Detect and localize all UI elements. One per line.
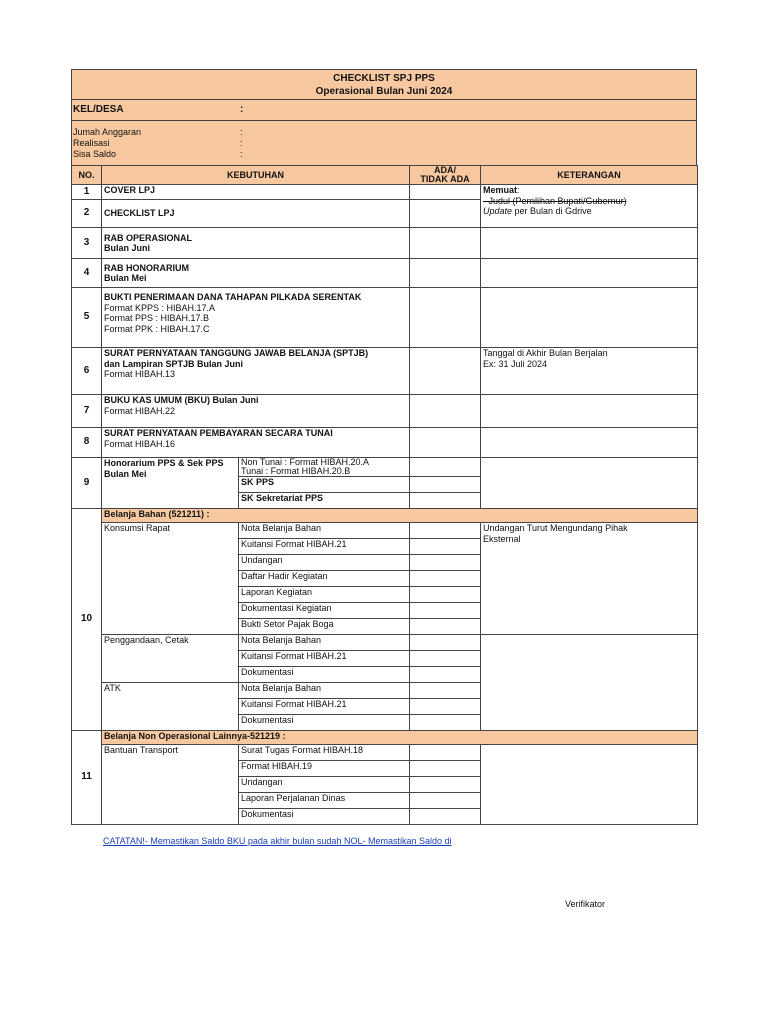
ket-memuat-colon: : xyxy=(517,185,520,195)
row-4-no: 4 xyxy=(72,259,102,288)
row-10-ada[interactable] xyxy=(410,715,481,731)
row-10-group-1: Konsumsi Rapat xyxy=(102,523,239,635)
title-line-1: CHECKLIST SPJ PPS xyxy=(333,73,435,84)
row-10-ket-2: Eksternal xyxy=(483,533,521,544)
row-10-ada[interactable] xyxy=(410,683,481,699)
row-3-title-2: Bulan Juni xyxy=(104,243,151,253)
row-10-ada[interactable] xyxy=(410,651,481,667)
budget-sisa-saldo-label: Sisa Saldo xyxy=(73,149,117,159)
row-10-keterangan-2 xyxy=(481,635,698,731)
ket-memuat: Memuat xyxy=(483,185,518,195)
row-6-content xyxy=(102,348,410,395)
table-row xyxy=(72,228,698,259)
budget-block xyxy=(72,121,696,165)
list-item: Daftar Hadir Kegiatan xyxy=(239,571,410,587)
row-7-keterangan xyxy=(481,395,698,428)
sheet-header xyxy=(71,69,697,165)
list-item: Nota Belanja Bahan xyxy=(239,635,410,651)
row-10-ada[interactable] xyxy=(410,539,481,555)
list-item: Laporan Perjalanan Dinas xyxy=(239,793,410,809)
row-2-ada-cell[interactable] xyxy=(410,200,481,228)
row-2-no: 2 xyxy=(72,200,102,228)
table-row xyxy=(72,428,698,458)
col-header-keterangan: KETERANGAN xyxy=(481,166,698,185)
row-11-ada[interactable] xyxy=(410,809,481,825)
row-9-title xyxy=(102,458,239,509)
budget-anggaran-label: Jumah Anggaran xyxy=(73,127,142,137)
row-9-keterangan xyxy=(481,458,698,509)
list-item: Nota Belanja Bahan xyxy=(239,523,410,539)
row-7-title: BUKU KAS UMUM (BKU) Bulan Juni xyxy=(104,395,259,405)
row-1-no: 1 xyxy=(72,185,102,200)
list-item: Dokumentasi Kegiatan xyxy=(239,603,410,619)
ket-update: Update xyxy=(483,206,513,216)
row-6-title-2: dan Lampiran SPTJB Bulan Juni xyxy=(104,358,244,369)
row-10-group-3: ATK xyxy=(102,683,239,731)
row-9-no: 9 xyxy=(72,458,102,509)
row-6-keterangan xyxy=(481,348,698,395)
row-1-ada-cell[interactable] xyxy=(410,185,481,200)
row-1-title: COVER LPJ xyxy=(102,185,410,200)
row-11-ada[interactable] xyxy=(410,745,481,761)
col-header-ada xyxy=(410,166,481,185)
row-9-sub-3: SK Sekretariat PPS xyxy=(239,493,410,509)
row-6-no: 6 xyxy=(72,348,102,395)
row-4-ada-cell[interactable] xyxy=(410,259,481,288)
row-10-ada[interactable] xyxy=(410,699,481,715)
row-5-content xyxy=(102,288,410,348)
row-11-ada[interactable] xyxy=(410,761,481,777)
row-10-keterangan-1 xyxy=(481,523,698,635)
row-8-keterangan xyxy=(481,428,698,458)
budget-anggaran-colon: : xyxy=(240,127,243,137)
row-9-sub-2: SK PPS xyxy=(239,477,410,493)
list-item: Surat Tugas Format HIBAH.18 xyxy=(239,745,410,761)
table-row xyxy=(72,745,698,761)
kel-desa-label: KEL/DESA xyxy=(73,104,124,115)
col-header-ada-line1: ADA/ xyxy=(434,165,456,175)
row-9-sub-1 xyxy=(239,458,410,477)
row-1-2-keterangan xyxy=(481,185,698,228)
col-header-kebutuhan: KEBUTUHAN xyxy=(102,166,410,185)
ket-judul: - Judul (Pemilihan Bupati/Gubernur) xyxy=(483,195,627,206)
row-7-content xyxy=(102,395,410,428)
list-item: Undangan xyxy=(239,555,410,571)
row-2-title: CHECKLIST LPJ xyxy=(102,200,410,228)
row-11-ada[interactable] xyxy=(410,793,481,809)
table-row xyxy=(72,509,698,523)
checklist-sheet xyxy=(71,69,697,825)
table-row xyxy=(72,635,698,651)
row-6-ket-2: Ex: 31 Juli 2024 xyxy=(483,358,548,369)
row-6-ket-1: Tanggal di Akhir Bulan Berjalan xyxy=(483,348,608,358)
row-6-title-1: SURAT PERNYATAAN TANGGUNG JAWAB BELANJA (SPTJB) xyxy=(104,348,369,358)
row-5-no: 5 xyxy=(72,288,102,348)
row-8-content xyxy=(102,428,410,458)
row-10-group-2: Penggandaan, Cetak xyxy=(102,635,239,683)
row-11-section: Belanja Non Operasional Lainnya-521219 : xyxy=(102,731,698,745)
row-11-ada[interactable] xyxy=(410,777,481,793)
table-row xyxy=(72,348,698,395)
catatan-link[interactable]: CATATAN!- Memastikan Saldo BKU pada akhir bulan sudah NOL- Memastikan Saldo di xyxy=(103,836,452,846)
sheet-title xyxy=(72,70,696,100)
list-item: Kuitansi Format HIBAH.21 xyxy=(239,539,410,555)
col-header-no: NO. xyxy=(72,166,102,185)
row-10-ada[interactable] xyxy=(410,635,481,651)
row-10-ada[interactable] xyxy=(410,603,481,619)
row-8-title: SURAT PERNYATAAN PEMBAYARAN SECARA TUNAI xyxy=(104,428,333,438)
row-8-no: 8 xyxy=(72,428,102,458)
table-header-row xyxy=(72,166,698,185)
row-10-section: Belanja Bahan (521211) : xyxy=(102,509,698,523)
table-row xyxy=(72,458,698,477)
row-11-group: Bantuan Transport xyxy=(102,745,239,825)
checklist-table xyxy=(71,165,698,825)
row-10-ada[interactable] xyxy=(410,523,481,539)
row-9-ada-3[interactable] xyxy=(410,493,481,509)
row-9-sub-1a: Non Tunai : Format HIBAH.20.A xyxy=(241,457,370,467)
list-item: Kuitansi Format HIBAH.21 xyxy=(239,699,410,715)
row-5-title: BUKTI PENERIMAAN DANA TAHAPAN PILKADA SERENTAK xyxy=(104,292,362,302)
row-10-ada[interactable] xyxy=(410,667,481,683)
row-5-sub-3: Format PPK : HIBAH.17.C xyxy=(104,323,210,334)
list-item: Laporan Kegiatan xyxy=(239,587,410,603)
row-9-sub-1b: Tunai : Format HIBAH.20.B xyxy=(241,466,351,476)
row-7-sub: Format HIBAH.22 xyxy=(104,405,176,416)
list-item: Dokumentasi xyxy=(239,715,410,731)
row-5-sub-1: Format KPPS : HIBAH.17.A xyxy=(104,302,216,313)
row-3-title xyxy=(102,228,410,259)
list-item: Dokumentasi xyxy=(239,667,410,683)
row-4-title-2: Bulan Mei xyxy=(104,273,147,283)
row-10-ada[interactable] xyxy=(410,587,481,603)
list-item: Format HIBAH.19 xyxy=(239,761,410,777)
table-row xyxy=(72,259,698,288)
row-4-keterangan xyxy=(481,259,698,288)
row-7-no: 7 xyxy=(72,395,102,428)
row-3-ada-cell[interactable] xyxy=(410,228,481,259)
row-10-ada[interactable] xyxy=(410,619,481,635)
row-7-ada-cell[interactable] xyxy=(410,395,481,428)
list-item: Bukti Setor Pajak Boga xyxy=(239,619,410,635)
col-header-ada-line2: TIDAK ADA xyxy=(420,174,470,184)
table-row xyxy=(72,731,698,745)
row-9-ada-1[interactable] xyxy=(410,458,481,477)
row-5-keterangan xyxy=(481,288,698,348)
row-4-title-1: RAB HONORARIUM xyxy=(104,262,189,273)
row-3-keterangan xyxy=(481,228,698,259)
row-10-ada[interactable] xyxy=(410,555,481,571)
row-8-sub: Format HIBAH.16 xyxy=(104,438,176,449)
row-8-ada-cell[interactable] xyxy=(410,428,481,458)
ket-update-rest: per Bulan di Gdrive xyxy=(512,206,592,216)
kel-desa-colon: : xyxy=(240,104,244,115)
row-4-title xyxy=(102,259,410,288)
row-11-keterangan xyxy=(481,745,698,825)
list-item: Kuitansi Format HIBAH.21 xyxy=(239,651,410,667)
list-item: Dokumentasi xyxy=(239,809,410,825)
row-9-ada-2[interactable] xyxy=(410,477,481,493)
row-10-ada[interactable] xyxy=(410,571,481,587)
row-10-no: 10 xyxy=(72,509,102,731)
verifikator-label: Verifikator xyxy=(565,899,606,909)
table-row xyxy=(72,185,698,200)
row-11-no: 11 xyxy=(72,731,102,825)
kel-desa-row xyxy=(72,100,696,121)
table-row xyxy=(72,523,698,539)
row-5-sub-2: Format PPS : HIBAH.17.B xyxy=(104,313,210,323)
table-row xyxy=(72,288,698,348)
row-9-title-2: Bulan Mei xyxy=(104,468,147,479)
list-item: Nota Belanja Bahan xyxy=(239,683,410,699)
row-9-title-1: Honorarium PPS & Sek PPS xyxy=(104,458,224,468)
title-line-2: Operasional Bulan Juni 2024 xyxy=(315,86,453,97)
row-5-ada-cell[interactable] xyxy=(410,288,481,348)
budget-realisasi-colon: : xyxy=(240,138,243,148)
table-row xyxy=(72,395,698,428)
row-3-no: 3 xyxy=(72,228,102,259)
budget-sisa-saldo-colon: : xyxy=(240,149,243,159)
row-3-title-1: RAB OPERASIONAL xyxy=(104,232,193,243)
budget-realisasi-label: Realisasi xyxy=(73,138,110,148)
row-6-ada-cell[interactable] xyxy=(410,348,481,395)
row-10-ket-1: Undangan Turut Mengundang Pihak xyxy=(483,523,628,533)
row-6-sub: Format HIBAH.13 xyxy=(104,369,176,379)
list-item: Undangan xyxy=(239,777,410,793)
